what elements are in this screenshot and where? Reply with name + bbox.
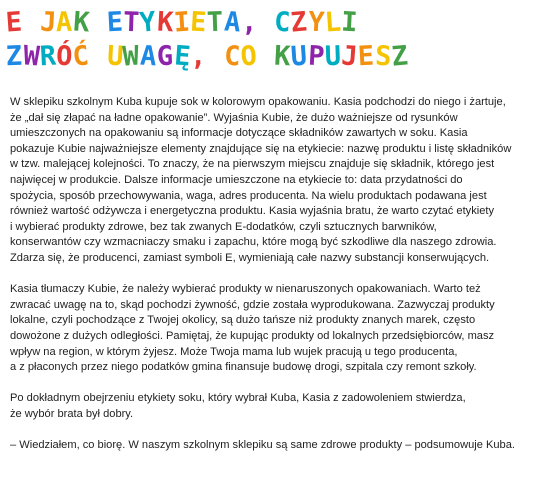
title-letter: E — [105, 6, 124, 39]
paragraph-3 — [10, 391, 538, 422]
text-line: dowożone z dużych odległości. Pamiętaj, że kupując produkty od lokalnych przedsiębiorców, masz — [10, 329, 495, 342]
title-letter: U — [289, 40, 309, 73]
title-letter: T — [206, 6, 225, 39]
title-letter: , — [239, 6, 259, 39]
text-line: a z płaconych przez niego podatków gmina finansuje budowę drogi, szpitala czy remont szkoły. — [10, 361, 477, 374]
title-letter: J — [340, 40, 360, 73]
text-line: konserwantów czy wzmacniaczy smaku i zapachu, które mogą być szkodliwe dla naszego zdrowia. — [10, 236, 497, 249]
title-letter: J — [38, 6, 58, 39]
title-letter: P — [307, 40, 326, 73]
title-letter: I — [340, 6, 360, 39]
text-line: spożycia, sposób przechowywania, waga, adres producenta. Na wielu produktach podawana jest — [10, 189, 487, 202]
text-line: i wybierać produkty zdrowe, bez tak zwanych E-dodatków, czyli sztucznych barwników, — [10, 220, 437, 233]
text-line: lokalne, czyli pochodzące z Twojej okolicy, są dużo tańsze niż produkty znanych marek, często — [10, 314, 476, 327]
text-line: zwracać uwagę na to, skąd pochodzi żywność, gdzie została wyprodukowana. Zazwyczaj produkty — [10, 298, 495, 311]
text-line: Zdarza się, że producenci, zamiast symboli E, wymieniają całe nazwy substancji konserwujących. — [10, 251, 490, 264]
title-letter: Y — [138, 6, 158, 39]
title-letter: W — [122, 40, 141, 73]
paragraph-1 — [10, 95, 538, 267]
title-letter: C — [273, 6, 292, 39]
text-line: pokazuje Kubie najważniejsze elementy znajdujące się na etykiecie: nazwę produktu i listę składników — [10, 142, 512, 155]
title-letter: Z — [5, 40, 24, 73]
text-line: że wybór brata był dobry. — [10, 407, 134, 420]
title-letter: K — [72, 6, 92, 39]
title-letter — [207, 40, 224, 74]
text-line: – Wiedziałem, co biorę. W naszym szkolnym sklepiku są same zdrowe produkty – podsumowuje Kuba. — [10, 439, 515, 452]
paragraph-2 — [10, 282, 538, 376]
title-letter: I — [172, 6, 192, 39]
page-title — [6, 6, 542, 74]
title-letter: Y — [307, 6, 326, 39]
title-letter: U — [323, 40, 342, 73]
title-letter: Ę — [172, 40, 192, 73]
title-letter: T — [122, 6, 141, 39]
text-line: Kasia tłumaczy Kubie, że należy wybierać produkty w nienaruszonych opakowaniach. Warto też — [10, 283, 481, 296]
title-letter: E — [357, 40, 376, 73]
title-letter: Z — [289, 6, 309, 39]
title-letter — [23, 6, 40, 40]
title-letter: E — [4, 6, 24, 39]
title-letter — [90, 40, 107, 74]
title-letter: O — [239, 40, 259, 73]
text-line: umieszczonych na opakowaniu są informacje dotyczące składników zawartych w soku. Kasia — [10, 127, 468, 140]
title-letter: Z — [389, 40, 410, 73]
title-letter: A — [139, 40, 158, 73]
title-letter: K — [273, 40, 293, 73]
title-letter: A — [223, 6, 243, 39]
title-letter: G — [156, 40, 175, 73]
title-letter: E — [189, 6, 209, 39]
text-line: W sklepiku szkolnym Kuba kupuje sok w kolorowym opakowaniu. Kasia podchodzi do niego i żartuje, — [10, 96, 506, 108]
title-letter: , — [189, 40, 208, 73]
article-body — [10, 95, 538, 469]
text-line: najwięcej w produkcie. Dalsze informacje umieszczone na etykiecie to: data przydatności do — [10, 173, 463, 186]
text-line: w tzw. malejącej kolejności. To znaczy, że na pierwszym miejscu znajduje się składnik, którego jest — [10, 158, 495, 171]
title-letter: Ć — [71, 40, 91, 73]
title-letter — [257, 6, 274, 40]
text-line: wpływ na region, w którym żyjesz. Może Twoja mama lub wujek pracują u tego producenta, — [10, 345, 458, 358]
paragraph-4 — [10, 438, 538, 454]
text-line: Po dokładnym obejrzeniu etykiety soku, który wybrał Kuba, Kasia z zadowoleniem stwierdza, — [10, 392, 466, 405]
title-letter: W — [21, 40, 41, 73]
title-letter: R — [38, 40, 57, 73]
title-letter: C — [223, 40, 242, 73]
text-line: również wartość odżywcza i energetyczna produktu. Kasia wyjaśnia bratu, że warto czytać etykiety — [10, 205, 495, 218]
title-letter: K — [156, 6, 175, 39]
title-letter: A — [55, 6, 74, 39]
title-letter: S — [374, 40, 393, 73]
text-line: że „dał się złapać na ładne opakowanie”. Wyjaśnia Kubie, że dużo ważniejsze od rysunków — [10, 111, 458, 124]
title-letter — [257, 40, 274, 74]
title-line-2 — [6, 40, 542, 74]
title-letter — [90, 6, 107, 40]
title-line-1 — [6, 6, 542, 40]
title-letter: Ó — [55, 40, 74, 73]
title-letter: U — [105, 40, 125, 73]
title-letter: L — [323, 6, 343, 39]
